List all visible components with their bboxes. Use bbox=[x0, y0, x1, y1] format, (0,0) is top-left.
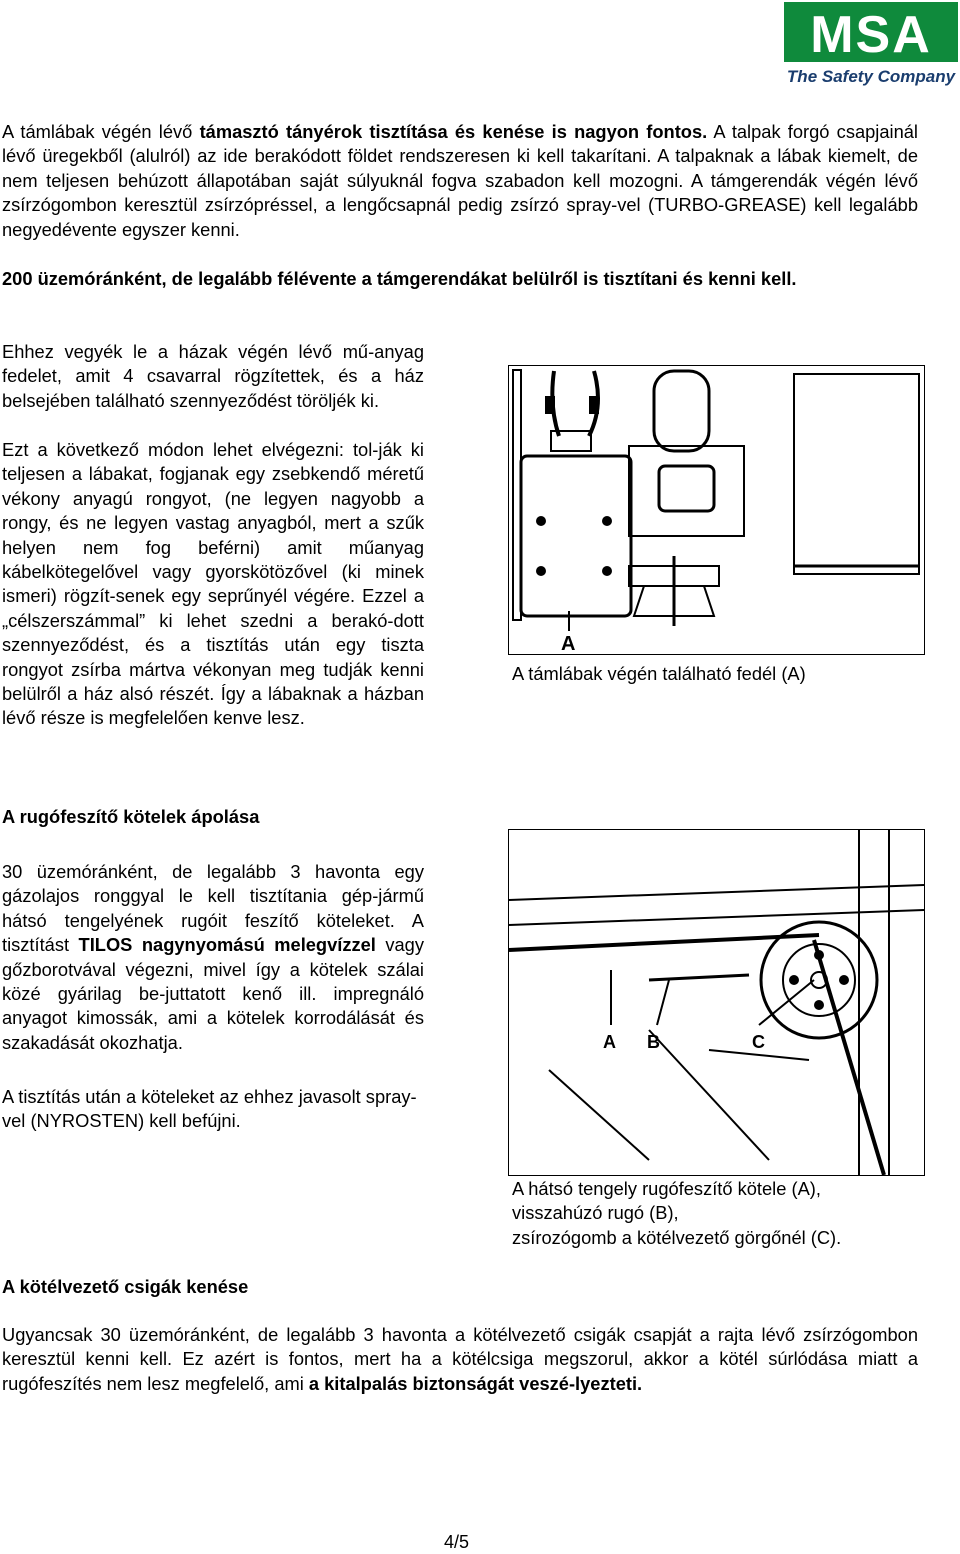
figure1-caption: A támlábak végén található fedél (A) bbox=[512, 663, 806, 684]
intro-text-a: A támlábak végén lévő bbox=[2, 121, 200, 142]
figure-rear-axle-rope bbox=[508, 829, 925, 1176]
page-number: 4/5 bbox=[444, 1532, 470, 1552]
intro-text-c: A talpak forgó csapjainál lévő üregekből (alulról) az ide berakódott földet rendszeresen ki kell takarítani. A talpaknak a lábak kiemelt, de nem teljesen behúzott állapotában saját súlyuknál fogva szabadon kell mozogni. A támgerendák végén lévő zsírzógombon keresztül zsírzópréssel, a lengőcsapnál pedig zsírzó spray-vel (TURBO-GREASE) kell legalább negyedévente egyszer kenni. bbox=[2, 121, 918, 240]
ropes-paragraph-2: A tisztítás után a köteleket az ehhez javasolt spray-vel (NYROSTEN) kell befújni. bbox=[2, 1086, 417, 1132]
pulleys-warning: a kitalpalás biztonságát veszé-lyezteti. bbox=[308, 1372, 643, 1394]
ropes-heading: A rugófeszítő kötelek ápolása bbox=[2, 806, 260, 827]
pulleys-heading: A kötélvezető csigák kenése bbox=[2, 1276, 249, 1297]
logo-tagline: The Safety Company bbox=[786, 67, 956, 86]
logo-text: MSA bbox=[810, 6, 932, 64]
figure2-caption bbox=[512, 1177, 841, 1250]
figure2-caption-line-3: zsírozógomb a kötélvezető görgőnél (C). bbox=[512, 1226, 842, 1248]
figure-leg-cover bbox=[508, 365, 925, 655]
maintenance-notice: 200 üzemóránként, de legalább félévente a támgerendákat belülről is tisztítani és kenni kell. bbox=[2, 268, 797, 289]
pulleys-paragraph bbox=[2, 1323, 918, 1396]
leg-cover-illustration bbox=[509, 366, 924, 654]
rear-axle-illustration bbox=[509, 830, 924, 1175]
figure2-label-b: B bbox=[647, 1032, 660, 1052]
ropes-text-c: vagy gőzborotvával végezni, mivel így a kötelek szálai közé gyárilag be-juttatott kenő ill. impregnáló anyagot kimossák, ami a kötelek korrodálását és szakadását okozhatja. bbox=[2, 934, 424, 1053]
msa-logo bbox=[784, 2, 959, 88]
ropes-warning: TILOS nagynyomású melegvízzel bbox=[78, 934, 376, 956]
figure2-caption-line-2: visszahúzó rugó (B), bbox=[512, 1202, 679, 1224]
figure1-label-a: A bbox=[561, 633, 576, 654]
figure2-caption-line-1: A hátsó tengely rugófeszítő kötele (A), bbox=[512, 1178, 821, 1199]
intro-paragraph bbox=[2, 120, 918, 242]
intro-bold-text: támasztó tányérok tisztítása és kenése is nagyon fontos. bbox=[199, 121, 708, 142]
figure2-label-a: A bbox=[603, 1032, 616, 1052]
ropes-text-a: 30 üzemóránként, de legalább 3 havonta egy gázolajos ronggyal le kell tisztítania gép-jármű hátsó tengelyének rugóit feszítő köteleket. A tisztítást bbox=[2, 861, 424, 956]
ropes-paragraph-1 bbox=[2, 860, 424, 1055]
cleaning-paragraph-1: Ehhez vegyék le a házak végén lévő mű-anyag fedelet, amit 4 csavarral rögzítettek, és a ház belsejében található szennyeződést töröljék ki. bbox=[2, 341, 424, 411]
cleaning-paragraph-2: Ezt a következő módon lehet elvégezni: tol-ják ki teljesen a lábakat, fogjanak egy zsebkendő méretű vékony anyagú rongyot, (ne legyen nagyobb a rongy, és ne legyen vastag anyagból, mert a szűk helyen nem fog beférni) amit műanyag kábelkötegelővel vagy gyorskötözővel (ki minek ismeri) rögzít-senek egy seprűnyél végére. Ezzel a „célszerszámmal” ki lehet szedni a berakó-dott szennyeződést, és a tisztítás után egy tiszta rongyot zsírba mártva vékonyan meg tudják kenni belülről a ház alsó részét. Így a lábaknak a házban lévő része is megfelelően kenve lesz. bbox=[2, 439, 424, 729]
pulleys-text-a: Ugyancsak 30 üzemóránként, de legalább 3 havonta a kötélvezető csigák csapját a rajta lévő zsírzógombon keresztül kenni kell. Ez azért is fontos, mert ha a kötélcsiga megszorul, akkor a kötél súrlódása miatt a rugófeszítés nem lesz megfelelő, ami bbox=[2, 1324, 918, 1394]
figure2-label-c: C bbox=[752, 1032, 765, 1052]
